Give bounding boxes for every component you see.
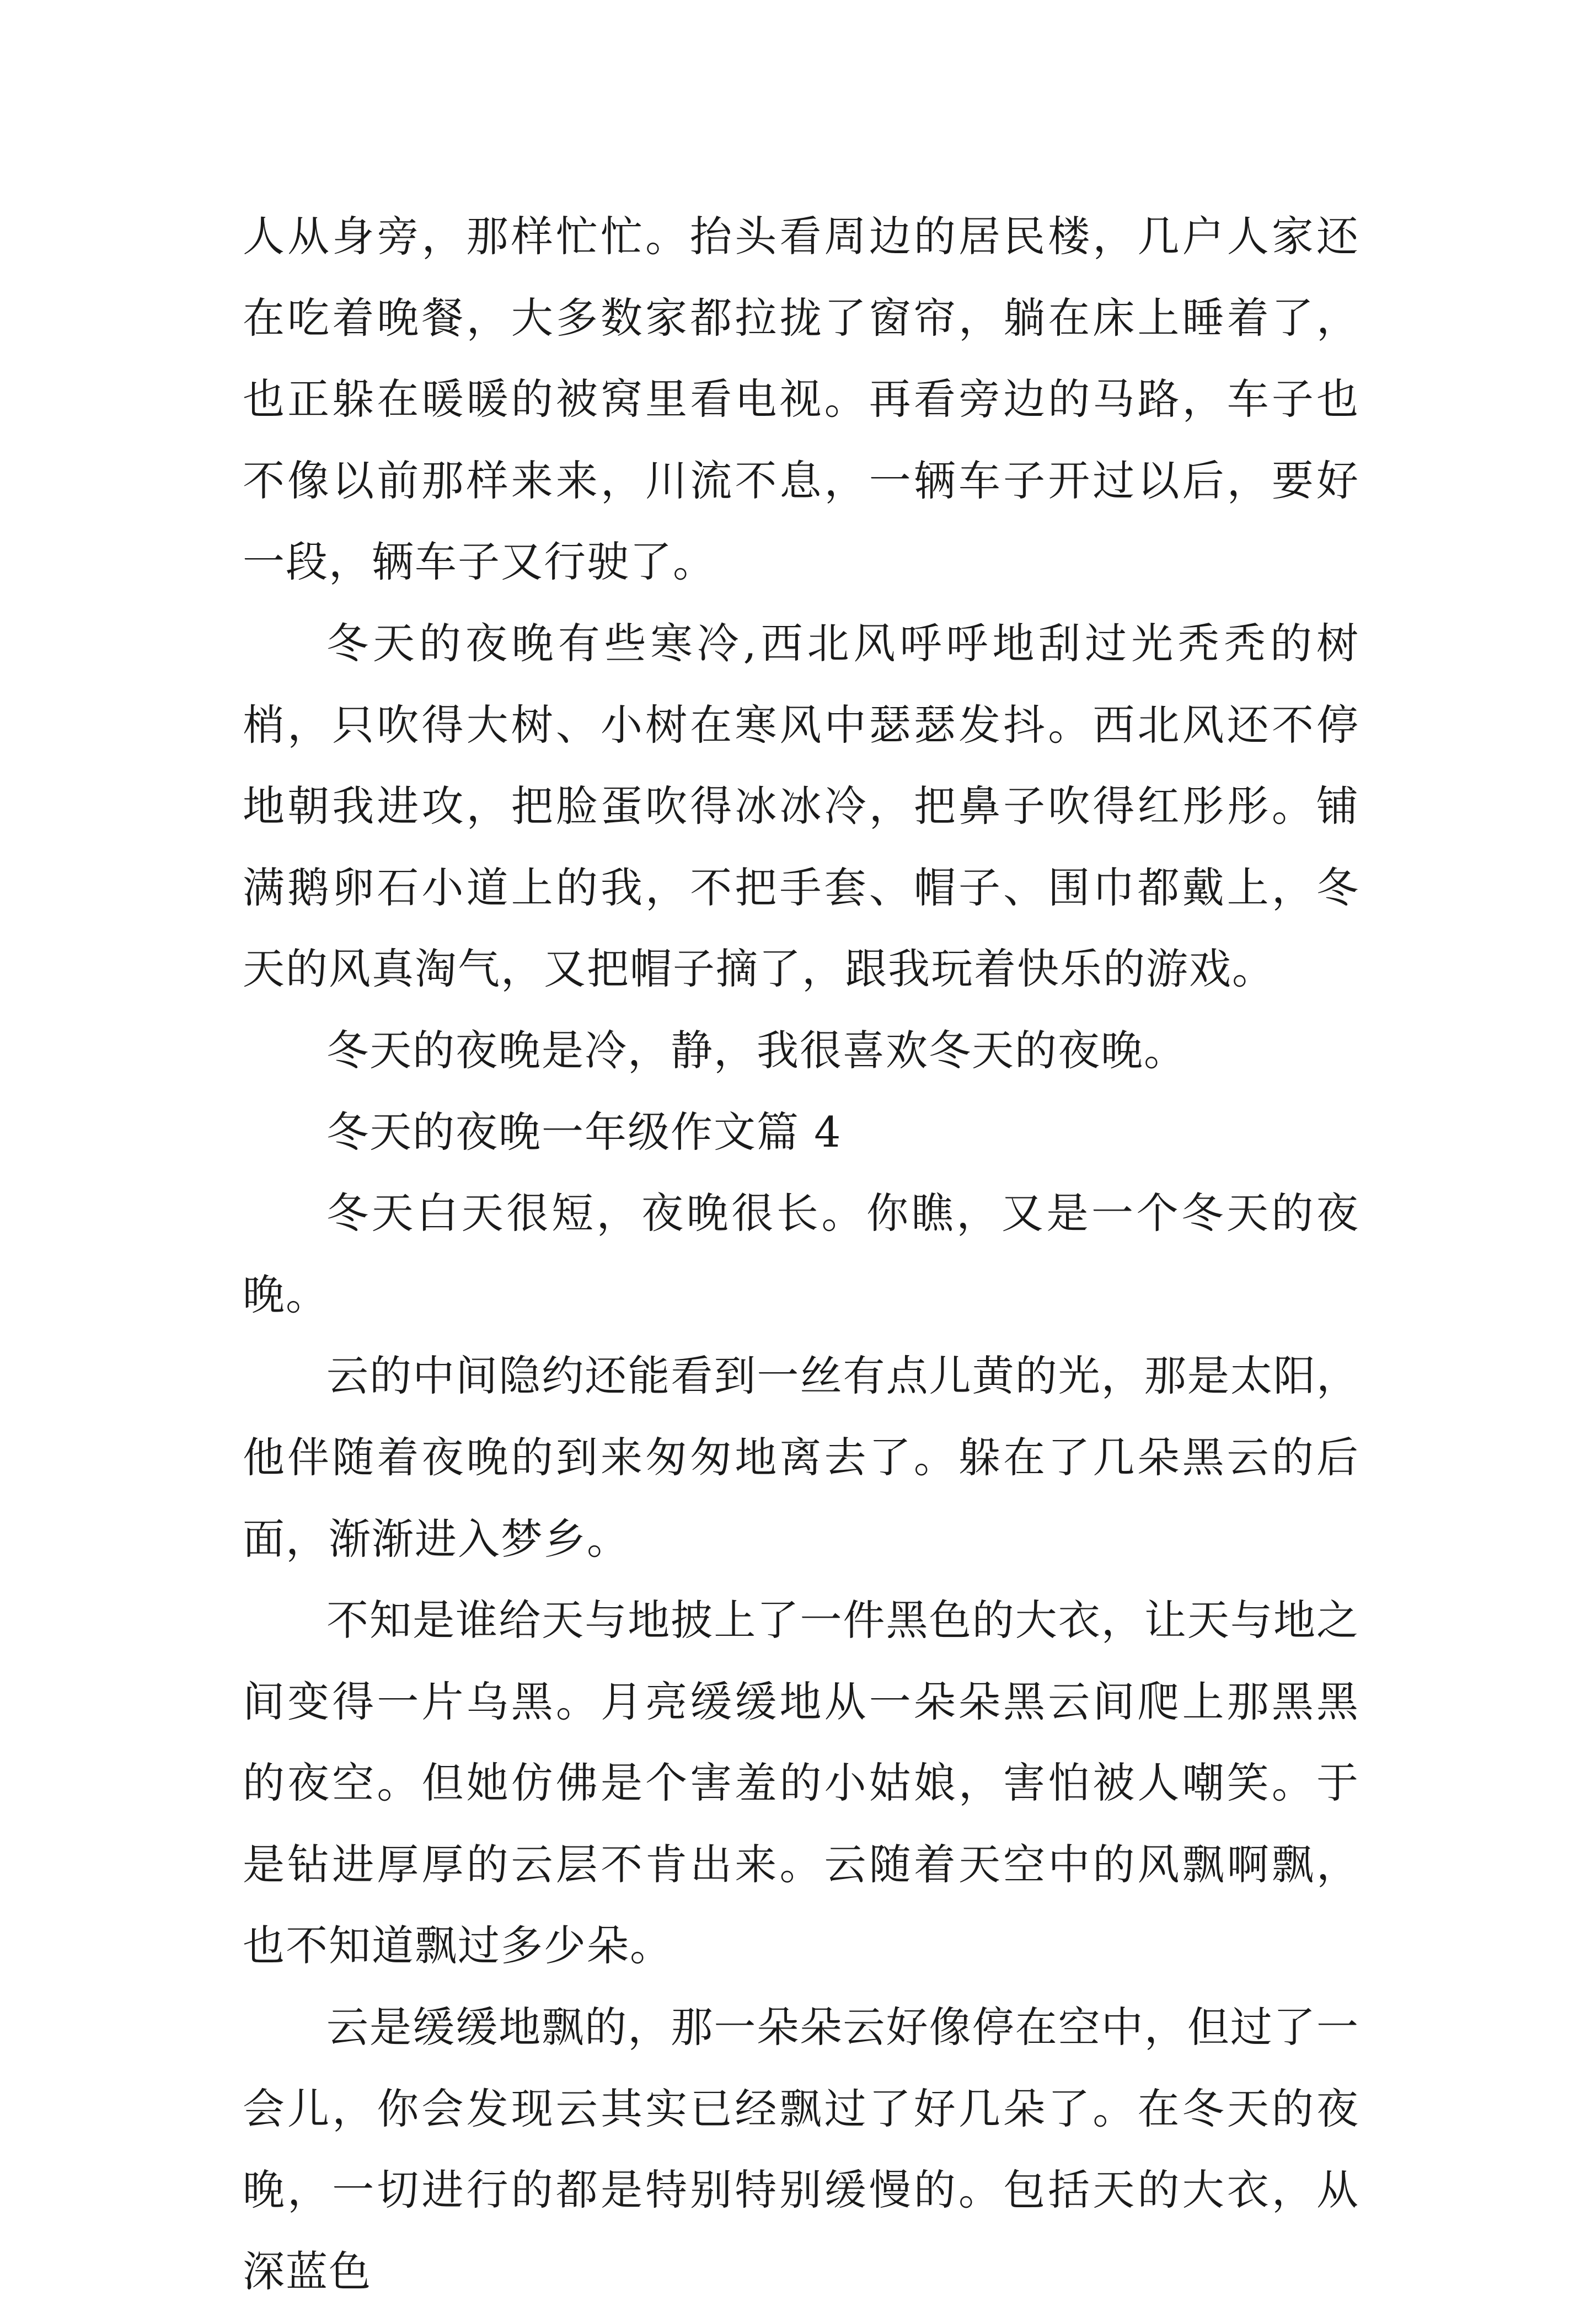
paragraph-short-days: 冬天白天很短，夜晚很长。你瞧，又是一个冬天的夜晚。	[243, 1189, 1359, 1319]
paragraph-moon: 不知是谁给天与地披上了一件黑色的大衣，让天与地之间变得一片乌黑。月亮缓缓地从一朵朵黑云间爬上那黑黑的夜空。但她仿佛是个害羞的小姑娘，害怕被人嘲笑。于是钻进厚厚的云层不肯出来。云随着天空中的风飘啊飘，也不知道飘过多少朵。	[243, 1596, 1359, 1971]
paragraph-clouds: 云是缓缓地飘的，那一朵朵云好像停在空中，但过了一会儿，你会发现云其实已经飘过了好几朵了。在冬天的夜晚，一切进行的都是特别特别缓慢的。包括天的大衣，从深蓝色	[243, 2003, 1359, 2296]
paragraph-continued: 人从身旁，那样忙忙。抬头看周边的居民楼，几户人家还在吃着晚餐，大多数家都拉拢了窗帘，躺在床上睡着了，也正躲在暖暖的被窝里看电视。再看旁边的马路，车子也不像以前那样来来，川流不息，一辆车子开过以后，要好一段，辆车子又行驶了。	[243, 212, 1359, 587]
paragraph-winter-wind: 冬天的夜晚有些寒冷,西北风呼呼地刮过光秃秃的树梢，只吹得大树、小树在寒风中瑟瑟发抖。西北风还不停地朝我进攻，把脸蛋吹得冰冰冷，把鼻子吹得红彤彤。铺满鹅卵石小道上的我，不把手套、帽子、围巾都戴上，冬天的风真淘气，又把帽子摘了，跟我玩着快乐的游戏。	[243, 618, 1359, 994]
paragraph-sunset: 云的中间隐约还能看到一丝有点儿黄的光，那是太阳，他伴随着夜晚的到来匆匆地离去了。躲在了几朵黑云的后面，渐渐进入梦乡。	[243, 1351, 1359, 1564]
paragraph-conclusion: 冬天的夜晚是冷，静，我很喜欢冬天的夜晚。	[326, 1025, 1187, 1075]
section-heading: 冬天的夜晚一年级作文篇 4	[326, 1107, 842, 1157]
essay-body	[243, 196, 1359, 2312]
